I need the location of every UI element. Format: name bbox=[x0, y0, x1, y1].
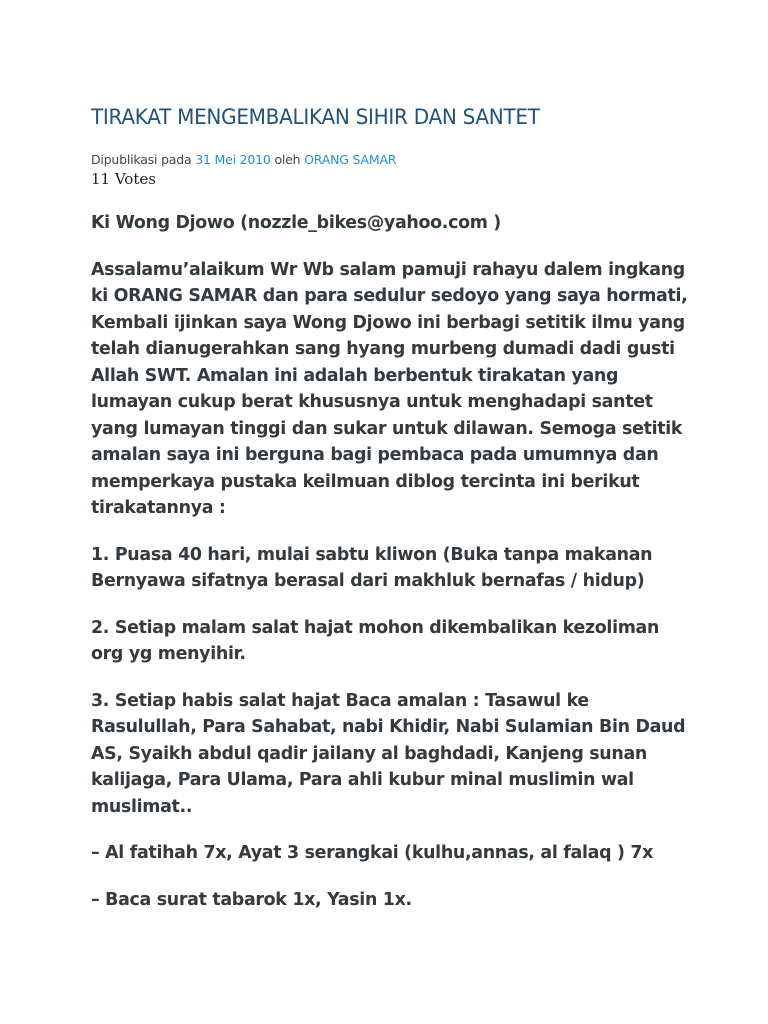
bullet-line: – Baca surat tabarok 1x, Yasin 1x. bbox=[91, 889, 412, 910]
author-link[interactable]: ORANG SAMAR bbox=[304, 152, 397, 167]
votes-count: 11 Votes bbox=[91, 170, 156, 188]
bullet-fatihah bbox=[91, 840, 681, 867]
step-1-line: 1. Puasa 40 hari, mulai sabtu kliwon (Buka tanpa makanan bbox=[91, 544, 653, 565]
step-2-line: org yg menyihir. bbox=[91, 644, 246, 664]
step-3-line: 3. Setiap habis salat hajat Baca amalan : Tasawul ke bbox=[91, 690, 589, 711]
step-3-line: Rasulullah, Para Sahabat, nabi Khidir, Nabi Sulamian Bin Daud bbox=[91, 717, 686, 737]
intro-line: Assalamu’alaikum Wr Wb salam pamuji rahayu dalem ingkang bbox=[91, 259, 685, 280]
intro-line: yang lumayan tinggi dan sukar untuk dilawan. Semoga setitik bbox=[91, 418, 683, 439]
intro-line: lumayan cukup berat khususnya untuk menghadapi santet bbox=[91, 392, 653, 412]
article-title: TIRAKAT MENGEMBALIKAN SIHIR DAN SANTET bbox=[91, 105, 540, 130]
intro-line: telah dianugerahkan sang hyang murbeng dumadi dadi gusti bbox=[91, 339, 675, 359]
intro-line: amalan saya ini berguna bagi pembaca pada umumnya dan bbox=[91, 445, 659, 465]
contact-paragraph bbox=[91, 210, 681, 237]
bullet-tabarok bbox=[91, 887, 681, 914]
step-3-line: kalijaga, Para Ulama, Para ahli kubur minal muslimin wal bbox=[91, 770, 634, 790]
step-1-line: Bernyawa sifatnya berasal dari makhluk bernafas / hidup) bbox=[91, 571, 645, 591]
intro-line: memperkaya pustaka keilmuan diblog tercinta ini berikut bbox=[91, 471, 640, 492]
intro-line: Kembali ijinkan saya Wong Djowo ini berbagi setitik ilmu yang bbox=[91, 312, 685, 333]
intro-paragraph bbox=[91, 257, 688, 522]
step-3-line: AS, Syaikh abdul qadir jailany al baghdadi, Kanjeng sunan bbox=[91, 743, 647, 764]
bullet-line: – Al fatihah 7x, Ayat 3 serangkai (kulhu,annas, al falaq ) 7x bbox=[91, 843, 654, 863]
contact-line: Ki Wong Djowo (nozzle_bikes@yahoo.com ) bbox=[91, 213, 501, 233]
step-2-paragraph bbox=[91, 615, 681, 668]
article-meta bbox=[91, 152, 396, 167]
meta-prefix: Dipublikasi pada bbox=[91, 152, 196, 167]
step-3-paragraph bbox=[91, 688, 686, 821]
meta-by: oleh bbox=[270, 152, 305, 167]
intro-line: tirakatannya : bbox=[91, 498, 226, 518]
date-link[interactable]: 31 Mei 2010 bbox=[195, 152, 271, 167]
step-3-line: muslimat.. bbox=[91, 796, 193, 817]
step-1-paragraph bbox=[91, 542, 681, 595]
intro-line: Allah SWT. Amalan ini adalah berbentuk tirakatan yang bbox=[91, 365, 619, 386]
article-body bbox=[91, 210, 688, 933]
intro-line: ki ORANG SAMAR dan para sedulur sedoyo yang saya hormati, bbox=[91, 286, 688, 306]
step-2-line: 2. Setiap malam salat hajat mohon dikembalikan kezoliman bbox=[91, 617, 660, 638]
